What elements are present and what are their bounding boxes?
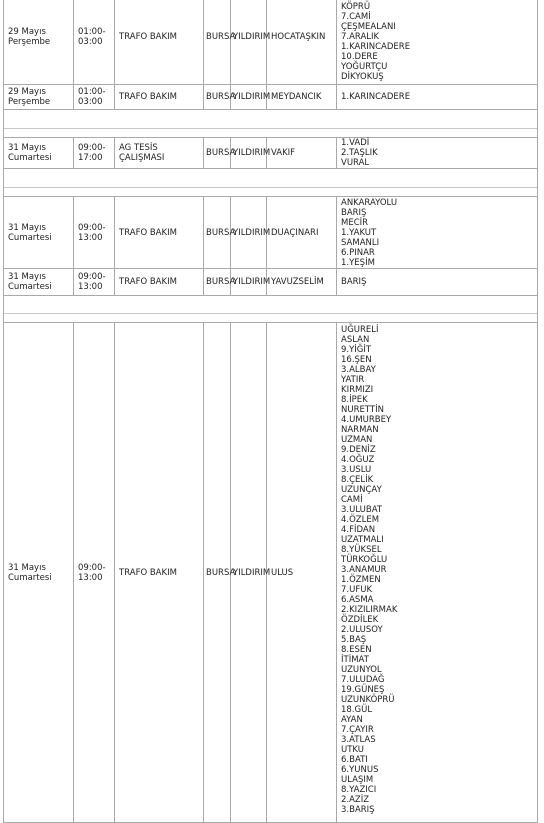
street-name: UZATMALI [341,535,384,545]
street-name: YOĞURTÇU [341,61,388,72]
date-cell: 31 Mayıs Cumartesi [4,269,74,296]
street-name: 3.ULUBAT [341,505,383,515]
street-name: CAMİ [341,495,363,505]
streets-cell [337,85,538,110]
time-cell: 01:00-03:00 [74,85,115,110]
street-name: UTKU [341,745,364,755]
street-name: 4.ÖZLEM [341,515,380,525]
separator-row [4,110,538,138]
street-name: UZUNÇAY [341,485,382,495]
street-name: BARIŞ [341,207,367,218]
city-cell: BURSA [204,85,231,110]
district-cell: YILDIRIM [231,85,267,110]
work-type-cell: TRAFO BAKIM [115,85,204,110]
street-name: 6.BATI [341,755,368,765]
street-name: ÖZDİLEK [341,615,379,625]
streets-cell [337,138,538,169]
street-name: 7.ÇAYIR [341,725,374,735]
street-name: 1.ÖZMEN [341,575,381,585]
street-name: YATIR [341,375,365,385]
street-name: 18.GÜL [341,705,373,715]
street-name: 3.ALBAY [341,365,376,375]
street-name: İTİMAT [341,655,369,665]
neighborhood-cell: VAKIF [267,138,337,169]
table-row [4,269,538,296]
date-cell: 29 Mayıs Perşembe [4,85,74,110]
district-cell: YILDIRIM [231,0,267,85]
street-name: 19.GÜNEŞ [341,685,385,695]
street-name: 1.VADİ [341,138,370,148]
street-name: 3.USLU [341,465,372,475]
date-cell: 31 Mayıs Cumartesi [4,138,74,169]
street-name: KÖPRÜ [341,1,371,12]
work-type-cell: TRAFO BAKIM [115,323,204,823]
street-name: ASLAN [341,335,370,345]
time-cell: 09:00-13:00 [74,269,115,296]
street-name: 16.ŞEN [341,355,372,365]
work-type-cell: TRAFO BAKIM [115,0,204,85]
street-name: 3.ANAMUR [341,565,387,575]
street-name: NURETTİN [341,405,384,415]
table-row [4,0,538,85]
street-name: 7.UFUK [341,585,373,595]
street-name: KIRMIZI [341,385,374,395]
time-cell: 09:00-17:00 [74,138,115,169]
street-name: ULAŞIM [341,775,374,785]
work-type-cell: TRAFO BAKIM [115,269,204,296]
street-name: UZUNKÖPRÜ [341,695,395,705]
city-cell: BURSA [204,138,231,169]
street-name: 4.UMURBEY [341,415,392,425]
street-name: AYAN [341,715,363,725]
street-name: 9.YİĞİT [341,345,372,355]
street-name: 8.ESEN [341,645,372,655]
street-name: 6.YUNUS [341,765,379,775]
street-name: 9.DENİZ [341,445,376,455]
date-cell: 29 Mayıs Perşembe [4,0,74,85]
time-cell: 09:00-13:00 [74,197,115,269]
street-name: TÜRKOĞLU [341,555,388,565]
street-name: 7.ULUDAĞ [341,675,385,685]
street-name: 6.ASMA [341,595,374,605]
city-cell: BURSA [204,0,231,85]
street-name: 1.KARINCADERE [341,41,411,52]
city-cell: BURSA [204,269,231,296]
street-name: SAMANLI [341,237,380,248]
table-row [4,197,538,269]
street-name: UĞURELİ [341,325,379,335]
street-name: 8.İPEK [341,395,368,405]
time-cell: 01:00-03:00 [74,0,115,85]
street-name: NARMAN [341,425,379,435]
date-cell: 31 Mayıs Cumartesi [4,197,74,269]
time-cell: 09:00-13:00 [74,323,115,823]
street-name: 7.CAMİ [341,11,371,22]
street-name: 5.BAŞ [341,635,367,645]
work-type-cell: AG TESİS ÇALIŞMASI [115,138,204,169]
separator-row [4,169,538,197]
street-name: 10.DERE [341,51,378,62]
neighborhood-cell: YAVUZSELİM [267,269,337,296]
street-name: 4.OĞUZ [341,455,375,465]
street-name: 7.ARALIK [341,31,380,42]
table-row [4,138,538,169]
neighborhood-cell: MEYDANCIK [267,85,337,110]
street-name: 2.ULUSOY [341,625,383,635]
outage-table-body [4,0,538,823]
work-type-cell: TRAFO BAKIM [115,197,204,269]
street-name: 8.YAZICI [341,785,377,795]
district-cell: YILDIRIM [231,138,267,169]
street-name: DİKYOKUŞ [341,71,384,82]
district-cell: YILDIRIM [231,269,267,296]
neighborhood-cell: ULUS [267,323,337,823]
outage-table [3,0,538,823]
streets-cell [337,197,538,269]
city-cell: BURSA [204,197,231,269]
city-cell: BURSA [204,323,231,823]
street-name: BARIŞ [341,277,367,287]
street-name: ÇEŞMEALANI [341,21,396,32]
street-name: ANKARAYOLU [341,197,398,208]
street-name: 3.ATLAS [341,735,376,745]
district-cell: YILDIRIM [231,323,267,823]
neighborhood-cell: DUAÇINARI [267,197,337,269]
street-name: 4.FİDAN [341,525,376,535]
street-name: UZMAN [341,435,373,445]
street-name: 3.BARIŞ [341,805,375,815]
street-name: UZUNYOL [341,665,382,675]
street-name: 1.YAKUT [341,227,377,238]
street-name: 1.KARINCADERE [341,92,411,102]
separator-row [4,296,538,323]
table-row [4,85,538,110]
street-name: VURAL [341,158,370,168]
street-name: 6.PINAR [341,247,375,258]
district-cell: YILDIRIM [231,197,267,269]
street-name: MECİR [341,217,369,228]
street-name: 8.ÇELİK [341,475,374,485]
street-name: 2.AZİZ [341,795,370,805]
street-name: 1.YEŞİM [341,257,375,268]
neighborhood-cell: HOCATAŞKIN [267,0,337,85]
streets-cell [337,0,538,85]
street-name: 2.TAŞLIK [341,148,378,158]
table-row [4,323,538,823]
street-name: 2.KIZILIRMAK [341,605,398,615]
streets-cell [337,269,538,296]
street-name: 8.YÜKSEL [341,545,382,555]
date-cell: 31 Mayıs Cumartesi [4,323,74,823]
streets-cell [337,323,538,823]
